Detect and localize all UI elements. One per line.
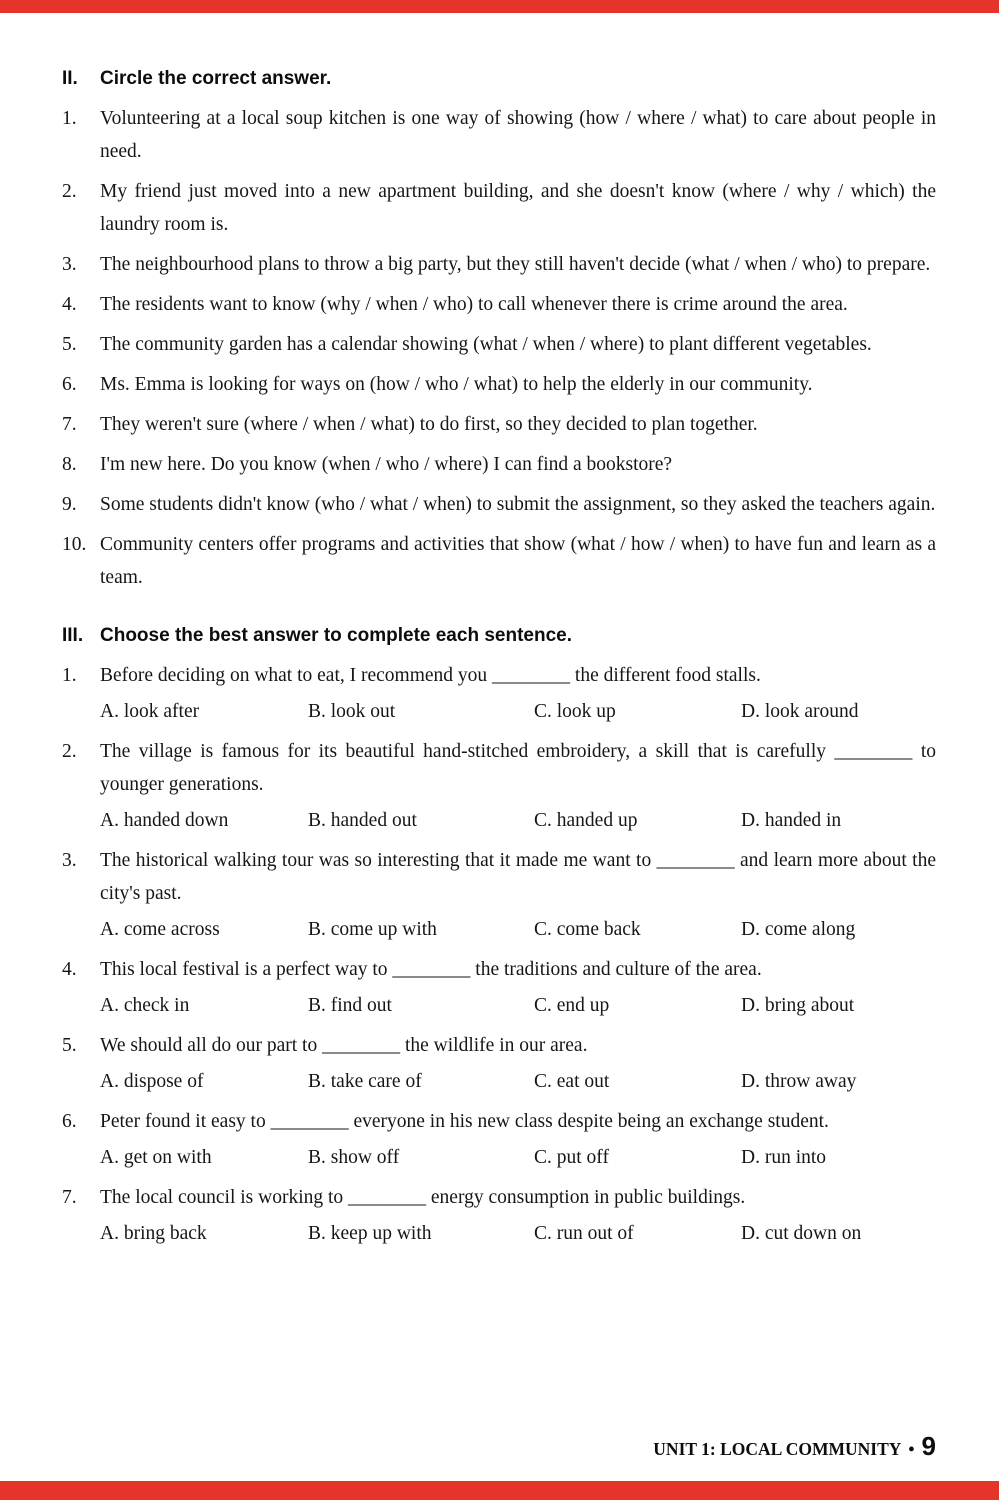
item-text: The residents want to know (why / when / who) to call whenever there is crime around the area. (100, 294, 848, 315)
option-a: A. handed down (100, 810, 229, 831)
exercise3-item-5 (62, 1029, 936, 1098)
option-b: B. handed out (308, 810, 417, 831)
section-3-heading (62, 619, 936, 652)
option-c: C. come back (534, 919, 641, 940)
question-text: The local council is working to ________ energy consumption in public buildings. (100, 1187, 746, 1208)
options-row (100, 989, 936, 1022)
question-text: The village is famous for its beautiful hand-stitched embroidery, a skill that is carefully ________ to younger generations. (100, 741, 936, 795)
question-text: Before deciding on what to eat, I recommend you ________ the different food stalls. (100, 665, 761, 686)
item-number: 5. (62, 1035, 77, 1056)
exercise3-item-2 (62, 735, 936, 837)
section-3-numeral: III. (62, 625, 84, 646)
footer-bullet: • (908, 1439, 915, 1459)
option-b: B. come up with (308, 919, 437, 940)
page-footer (653, 1431, 936, 1462)
footer-unit-label: UNIT 1: LOCAL COMMUNITY (653, 1439, 902, 1459)
section-3-title: Choose the best answer to complete each sentence. (100, 625, 572, 646)
question-text: The historical walking tour was so interesting that it made me want to ________ and learn more about the city's past. (100, 850, 936, 904)
item-number: 1. (62, 665, 77, 686)
exercise2-item-4 (62, 288, 936, 321)
question-text: Peter found it easy to ________ everyone in his new class despite being an exchange student. (100, 1111, 829, 1132)
section-2-heading (62, 62, 936, 95)
option-a: A. come across (100, 919, 220, 940)
option-c: C. end up (534, 995, 610, 1016)
option-d: D. cut down on (741, 1223, 862, 1244)
page-content (62, 62, 936, 1257)
item-text: They weren't sure (where / when / what) to do first, so they decided to plan together. (100, 414, 758, 435)
item-number: 6. (62, 1111, 77, 1132)
item-number: 3. (62, 850, 77, 871)
option-c: C. handed up (534, 810, 638, 831)
option-b: B. take care of (308, 1071, 422, 1092)
item-number: 5. (62, 334, 77, 355)
question-text: We should all do our part to ________ the wildlife in our area. (100, 1035, 588, 1056)
option-a: A. look after (100, 701, 200, 722)
option-a: A. check in (100, 995, 190, 1016)
item-number: 6. (62, 374, 77, 395)
option-a: A. dispose of (100, 1071, 204, 1092)
item-number: 10. (62, 534, 87, 555)
item-number: 3. (62, 254, 77, 275)
exercise2-item-8 (62, 448, 936, 481)
exercise2-item-5 (62, 328, 936, 361)
option-b: B. show off (308, 1147, 400, 1168)
exercise2-item-7 (62, 408, 936, 441)
exercise3-item-6 (62, 1105, 936, 1174)
options-row (100, 913, 936, 946)
bottom-edge-band (0, 1481, 999, 1500)
option-b: B. look out (308, 701, 396, 722)
options-row (100, 804, 936, 837)
item-number: 4. (62, 294, 77, 315)
option-a: A. get on with (100, 1147, 212, 1168)
option-c: C. run out of (534, 1223, 634, 1244)
option-c: C. eat out (534, 1071, 610, 1092)
item-text: The neighbourhood plans to throw a big party, but they still haven't decide (what / when / who) to prepare. (100, 254, 931, 275)
item-text: The community garden has a calendar showing (what / when / where) to plant different vegetables. (100, 334, 872, 355)
item-number: 1. (62, 108, 77, 129)
exercise2-item-10 (62, 528, 936, 594)
item-text: Community centers offer programs and activities that show (what / how / when) to have fun and learn as a team. (100, 534, 936, 588)
option-a: A. bring back (100, 1223, 207, 1244)
item-number: 9. (62, 494, 77, 515)
exercise3-item-1 (62, 659, 936, 728)
exercise3-item-4 (62, 953, 936, 1022)
exercise3-item-3 (62, 844, 936, 946)
item-text: Ms. Emma is looking for ways on (how / who / what) to help the elderly in our community. (100, 374, 813, 395)
exercise2-item-1 (62, 102, 936, 168)
top-edge-band (0, 0, 999, 13)
options-row (100, 695, 936, 728)
option-d: D. handed in (741, 810, 842, 831)
item-number: 2. (62, 181, 77, 202)
option-d: D. bring about (741, 995, 855, 1016)
options-row (100, 1217, 936, 1250)
item-text: I'm new here. Do you know (when / who / where) I can find a bookstore? (100, 454, 673, 475)
item-number: 4. (62, 959, 77, 980)
option-b: B. keep up with (308, 1223, 432, 1244)
option-c: C. put off (534, 1147, 609, 1168)
option-c: C. look up (534, 701, 616, 722)
section-2-numeral: II. (62, 68, 78, 89)
exercise2-item-9 (62, 488, 936, 521)
exercise3-item-7 (62, 1181, 936, 1250)
item-number: 8. (62, 454, 77, 475)
footer-page-number: 9 (921, 1431, 936, 1461)
item-number: 2. (62, 741, 77, 762)
question-text: This local festival is a perfect way to ________ the traditions and culture of the area. (100, 959, 762, 980)
option-d: D. throw away (741, 1071, 857, 1092)
option-d: D. come along (741, 919, 856, 940)
options-row (100, 1065, 936, 1098)
exercise2-item-2 (62, 175, 936, 241)
option-d: D. run into (741, 1147, 827, 1168)
exercise2-item-3 (62, 248, 936, 281)
options-row (100, 1141, 936, 1174)
exercise2-item-6 (62, 368, 936, 401)
item-text: My friend just moved into a new apartment building, and she doesn't know (where / why / which) the laundry room is. (100, 181, 936, 235)
item-number: 7. (62, 1187, 77, 1208)
option-b: B. find out (308, 995, 392, 1016)
item-text: Some students didn't know (who / what / when) to submit the assignment, so they asked the teachers again. (100, 494, 936, 515)
option-d: D. look around (741, 701, 859, 722)
item-text: Volunteering at a local soup kitchen is one way of showing (how / where / what) to care about people in need. (100, 108, 936, 162)
item-number: 7. (62, 414, 77, 435)
section-2-title: Circle the correct answer. (100, 68, 332, 89)
